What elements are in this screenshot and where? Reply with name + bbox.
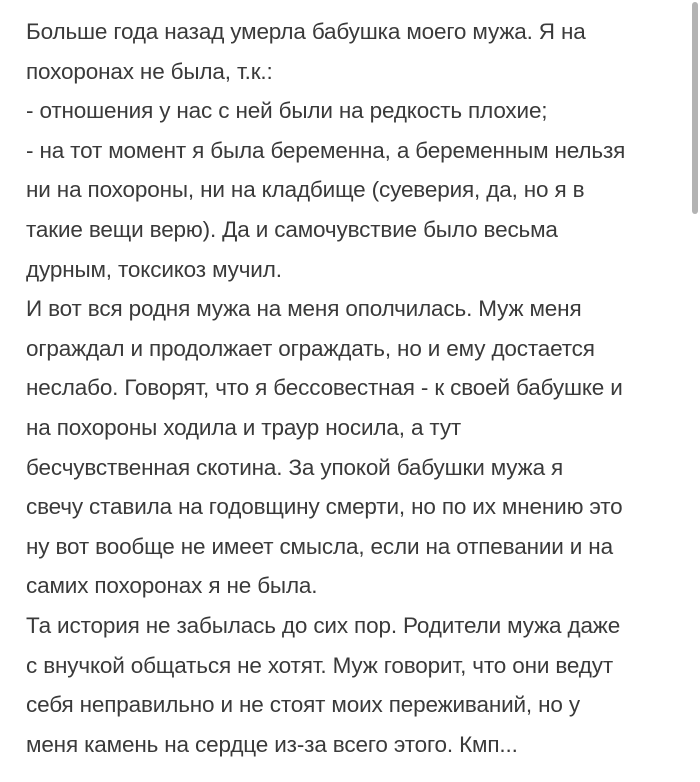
text-line-7: дурным, токсикоз мучил. <box>26 256 282 282</box>
text-line-5: ни на похороны, ни на кладбище (суеверия, да, но я в <box>26 177 585 203</box>
text-line-2: похоронах не была, т.к.: <box>26 58 273 84</box>
text-line-13: свечу ставила на годовщину смерти, но по их мнению это <box>26 494 623 520</box>
text-line-9: ограждал и продолжает ограждать, но и ему достается <box>26 335 595 361</box>
text-line-14: ну вот вообще не имеет смысла, если на отпевании и на <box>26 533 613 559</box>
text-line-12: бесчувственная скотина. За упокой бабушки мужа я <box>26 454 564 480</box>
text-line-3: - отношения у нас с ней были на редкость плохие; <box>26 98 548 124</box>
text-line-18: себя неправильно и не стоят моих переживаний, но у <box>26 692 580 718</box>
text-line-4: - на тот момент я была беременна, а беременным нельзя <box>26 137 626 163</box>
vertical-scrollbar[interactable] <box>690 0 700 782</box>
text-line-1: Больше года назад умерла бабушка моего мужа. Я на <box>26 19 586 44</box>
scrollbar-thumb[interactable] <box>692 2 698 214</box>
text-line-11: на похороны ходила и траур носила, а тут <box>26 414 462 440</box>
post-body-text[interactable] <box>26 12 686 764</box>
text-line-6: такие вещи верю). Да и самочувствие было весьма <box>26 216 558 242</box>
text-line-10: неслабо. Говорят, что я бессовестная - к своей бабушке и <box>26 375 623 401</box>
text-line-16: Та история не забылась до сих пор. Родители мужа даже <box>26 612 621 638</box>
text-line-17: с внучкой общаться не хотят. Муж говорит, что они ведут <box>26 652 614 678</box>
text-line-8: И вот вся родня мужа на меня ополчилась. Муж меня <box>26 296 582 322</box>
text-line-15: самих похоронах я не была. <box>26 573 318 599</box>
text-line-19: меня камень на сердце из-за всего этого. Кмп... <box>26 731 518 757</box>
